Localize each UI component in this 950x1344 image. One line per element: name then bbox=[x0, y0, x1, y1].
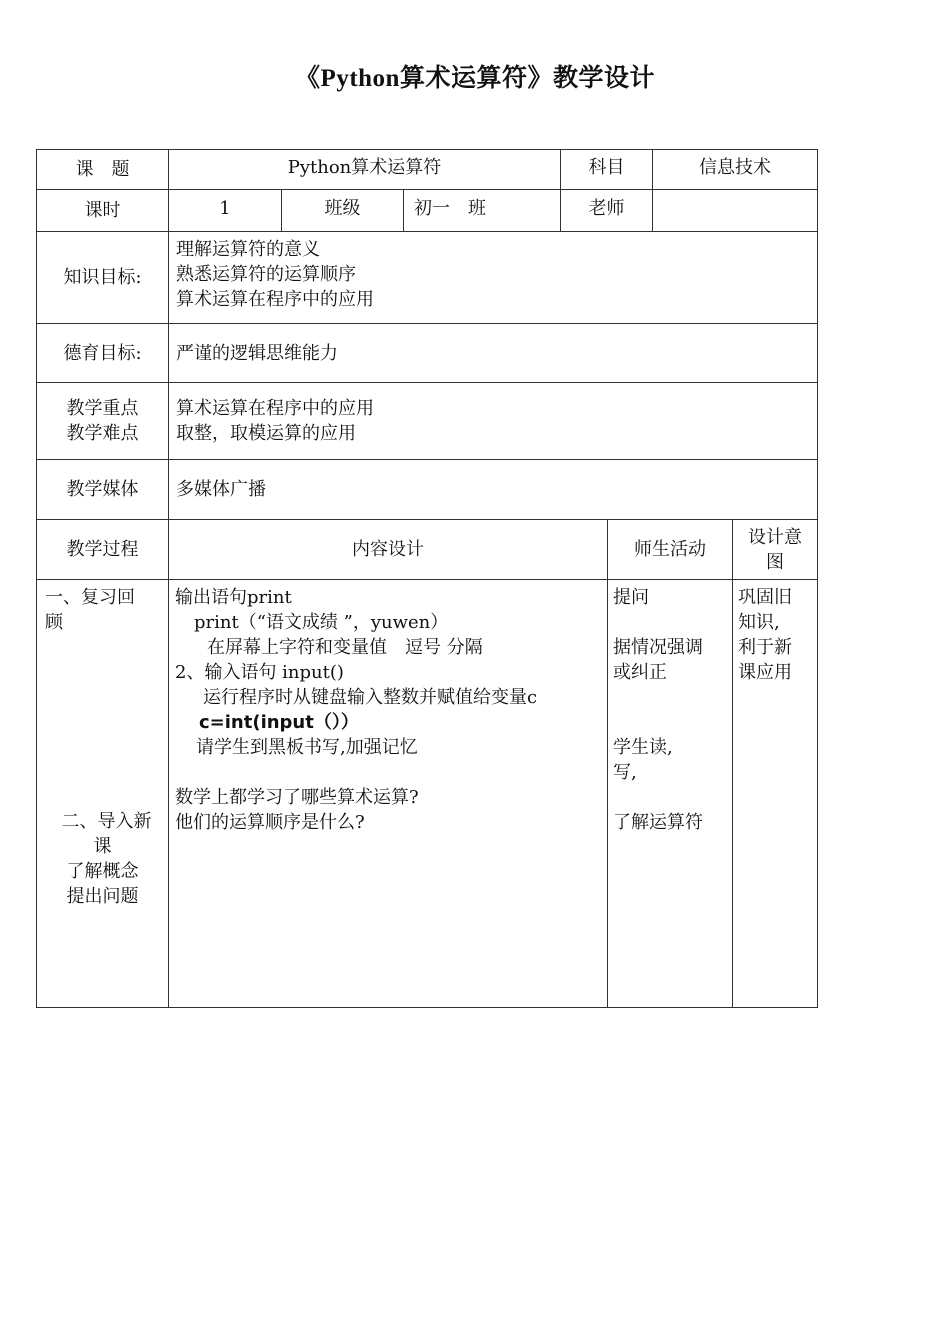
content-line: 他们的运算顺序是什么? bbox=[175, 812, 365, 833]
moral-label: 德育目标: bbox=[63, 342, 142, 364]
key-points-line: 算术运算在程序中的应用 bbox=[176, 398, 374, 419]
table-border-right bbox=[817, 149, 818, 1008]
teacher-value bbox=[653, 190, 817, 227]
knowledge-line: 熟悉运算符的运算顺序 bbox=[176, 264, 356, 285]
difficult-points-label-line: 教学难点 bbox=[66, 423, 139, 444]
content-line: 请学生到黑板书写,加强记忆 bbox=[196, 737, 418, 758]
hours-label: 课时 bbox=[84, 200, 121, 221]
knowledge-content bbox=[176, 237, 806, 312]
content-line: print（“语文成绩 ”，yuwen） bbox=[194, 612, 449, 633]
column-divider bbox=[732, 519, 733, 1008]
process-content bbox=[175, 585, 605, 835]
process-header-content: 内容设计 bbox=[352, 539, 424, 560]
stage-new-lesson-line: 了解概念 bbox=[66, 861, 139, 882]
class-label: 班级 bbox=[324, 198, 361, 219]
activity-line: 写, bbox=[613, 762, 637, 783]
stage-review-line: 顾 bbox=[45, 612, 63, 633]
content-line: 在屏幕上字符和变量值 逗号 分隔 bbox=[207, 637, 483, 658]
key-points-line: 取整，取模运算的应用 bbox=[176, 423, 356, 444]
activity-line: 提问 bbox=[613, 587, 649, 608]
intent-line: 知识, bbox=[738, 612, 780, 633]
key-points-label-line: 教学重点 bbox=[66, 398, 139, 419]
document-title: 《Python算术运算符》教学设计 bbox=[295, 65, 655, 92]
media-label: 教学媒体 bbox=[66, 479, 139, 500]
column-divider bbox=[607, 519, 608, 1008]
knowledge-line: 理解运算符的意义 bbox=[176, 239, 320, 260]
stage-new-lesson-line: 课 bbox=[93, 836, 112, 857]
media-value: 多媒体广播 bbox=[176, 479, 266, 500]
content-line: 数学上都学习了哪些算术运算? bbox=[175, 787, 419, 808]
intent-line: 巩固旧 bbox=[738, 587, 792, 608]
content-line: 运行程序时从键盘输入整数并赋值给变量c bbox=[203, 687, 538, 708]
knowledge-label: 知识目标: bbox=[63, 267, 142, 288]
process-intent bbox=[738, 585, 816, 685]
stage-review-line: 一、复习回 bbox=[45, 587, 135, 608]
activity-spacer bbox=[613, 785, 731, 810]
hours-value: 1 bbox=[219, 198, 231, 219]
intent-line: 利于新 bbox=[738, 637, 792, 658]
teacher-label: 老师 bbox=[588, 198, 625, 219]
intent-header-line: 图 bbox=[766, 552, 784, 573]
process-header-activity: 师生活动 bbox=[634, 539, 706, 560]
moral-value: 严谨的逻辑思维能力 bbox=[176, 342, 338, 364]
activity-spacer bbox=[613, 610, 731, 635]
topic-value: Python算术运算符 bbox=[287, 157, 442, 178]
process-header-intent bbox=[733, 525, 817, 575]
activity-line: 了解运算符 bbox=[613, 812, 703, 833]
topic-label: 课 题 bbox=[75, 159, 130, 180]
stage-new-lesson-line: 提出问题 bbox=[66, 886, 139, 907]
subject-value: 信息技术 bbox=[699, 157, 771, 178]
intent-header-line: 设计意 bbox=[748, 527, 802, 548]
process-header-stage: 教学过程 bbox=[66, 539, 139, 560]
subject-label: 科目 bbox=[588, 157, 625, 178]
stage-review bbox=[45, 585, 165, 635]
activity-line: 据情况强调 bbox=[613, 637, 703, 658]
knowledge-line: 算术运算在程序中的应用 bbox=[176, 289, 374, 310]
content-code-line: c=int(input（）） bbox=[199, 712, 359, 733]
stage-new-lesson-line: 二、导入新 bbox=[61, 811, 152, 832]
intent-line: 课应用 bbox=[738, 662, 792, 683]
key-points-content bbox=[176, 396, 806, 446]
table-border-bottom bbox=[36, 1007, 818, 1008]
process-activity bbox=[613, 585, 731, 835]
activity-line: 学生读, bbox=[613, 737, 673, 758]
class-value: 初一 班 bbox=[414, 198, 486, 219]
row-divider bbox=[36, 579, 818, 580]
stage-new-lesson bbox=[37, 809, 168, 909]
activity-spacer bbox=[613, 685, 731, 735]
row-divider bbox=[36, 382, 818, 383]
activity-line: 或纠正 bbox=[613, 662, 667, 683]
content-spacer bbox=[175, 760, 605, 785]
content-line: 2、输入语句 input() bbox=[175, 662, 344, 683]
key-points-label bbox=[37, 396, 168, 446]
content-line: 输出语句print bbox=[175, 587, 292, 608]
